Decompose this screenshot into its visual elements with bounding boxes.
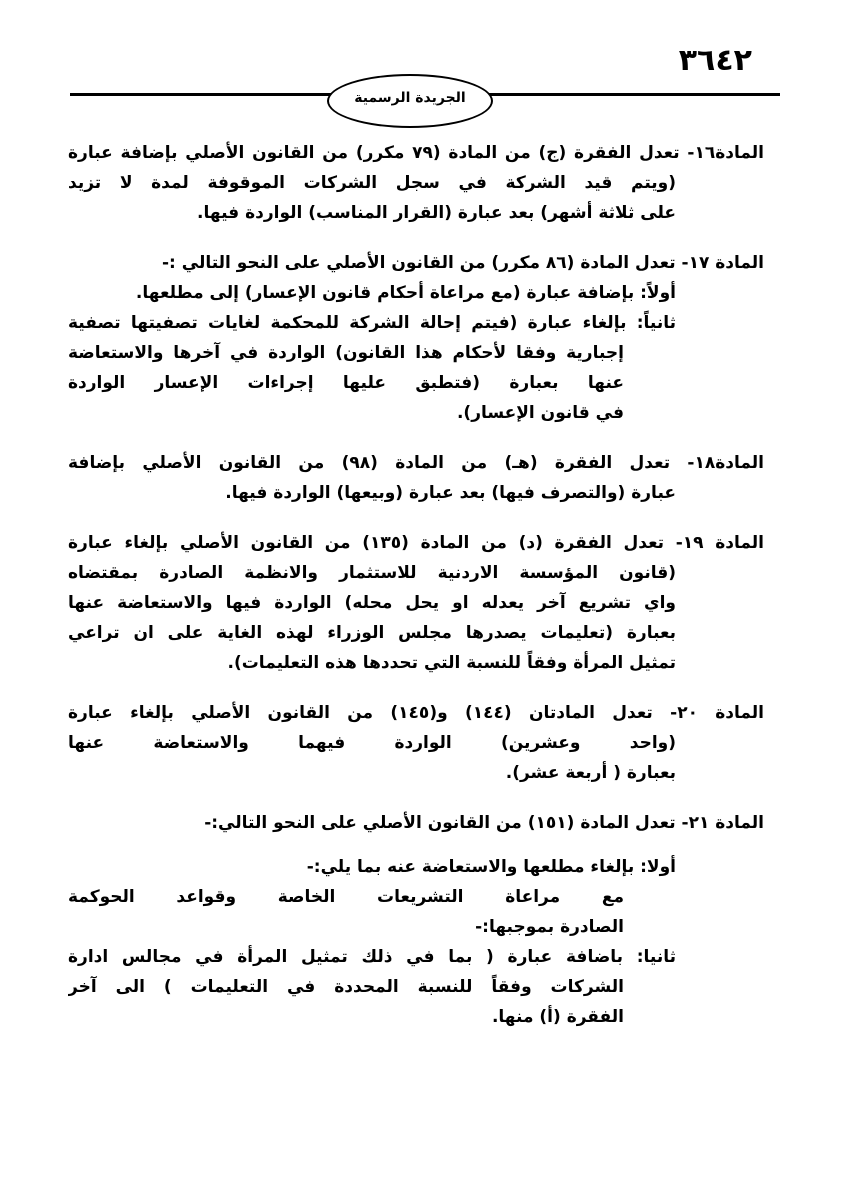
text-line: (ويتم قيد الشركة في سجل الشركات الموقوفة لمدة لا تزيد [68, 173, 676, 193]
text-line: الفقرة (أ) منها. [491, 1007, 624, 1027]
text-line: (قانون المؤسسة الاردنية للاستثمار والانظمة الصادرة بمقتضاه [68, 563, 676, 583]
text-line: الشركات وفقاً للنسبة المحددة في التعليمات ) الى آخر [68, 977, 624, 997]
text-line: المادة ١٩- تعدل الفقرة (د) من المادة (١٣٥) من القانون الأصلي بإلغاء عبارة [68, 533, 764, 553]
article-21 [68, 808, 764, 1032]
text-line: عبارة (والتصرف فيها) بعد عبارة (وبيعها) الواردة فيها. [225, 483, 676, 503]
text-line: في قانون الإعسار). [456, 403, 624, 423]
text-line: المادة ٢٠- تعدل المادتان (١٤٤) و(١٤٥) من القانون الأصلي بإلغاء عبارة [68, 703, 764, 723]
text-line: إجبارية وفقا لأحكام هذا القانون) الواردة في آخرها والاستعاضة [68, 343, 624, 363]
text-line: واي تشريع آخر يعدله او يحل محله) الواردة فيها والاستعاضة عنها [68, 593, 676, 613]
text-line: تمثيل المرأة وفقاً للنسبة التي تحددها هذه التعليمات). [227, 653, 676, 673]
text-line: بعبارة (تعليمات يصدرها مجلس الوزراء لهذه الغاية على ان تراعي [68, 623, 676, 643]
text-line: المادة١٨- تعدل الفقرة (هـ) من المادة (٩٨) من القانون الأصلي بإضافة [68, 453, 764, 473]
document-body [68, 138, 764, 1052]
text-line: المادة١٦- تعدل الفقرة (ج) من المادة (٧٩ مكرر) من القانون الأصلي بإضافة عبارة [68, 143, 764, 163]
text-line: عنها بعبارة (فتطبق عليها إجراءات الإعسار الواردة [68, 373, 624, 393]
text-line: ثانيا: باضافة عبارة ( بما في ذلك تمثيل المرأة في مجالس ادارة [68, 947, 676, 967]
text-line: مع مراعاة التشريعات الخاصة وقواعد الحوكمة [68, 887, 624, 907]
gazette-title: الجريدة الرسمية [354, 90, 466, 106]
text-line: ثانياً: بإلغاء عبارة (فيتم إحالة الشركة للمحكمة لغايات تصفيتها تصفية [68, 313, 676, 333]
article-19 [68, 528, 764, 678]
article-18 [68, 448, 764, 508]
text-line: بعبارة ( أربعة عشر). [505, 763, 676, 783]
article-17 [68, 248, 764, 428]
page-number: ٣٦٤٢ [678, 43, 752, 78]
text-line: الصادرة بموجبها:- [475, 917, 624, 937]
header-oval [327, 74, 493, 128]
text-line: أولاً: بإضافة عبارة (مع مراعاة أحكام قانون الإعسار) إلى مطلعها. [135, 283, 676, 303]
text-line: المادة ١٧- تعدل المادة (٨٦ مكرر) من القانون الأصلي على النحو التالي :- [161, 253, 764, 273]
article-16 [68, 138, 764, 228]
text-line: المادة ٢١- تعدل المادة (١٥١) من القانون الأصلي على النحو التالي:- [204, 813, 764, 833]
text-line: على ثلاثة أشهر) بعد عبارة (القرار المناسب) الواردة فيها. [197, 203, 676, 223]
article-20 [68, 698, 764, 788]
text-line: (واحد وعشرين) الواردة فيهما والاستعاضة عنها [68, 733, 676, 753]
text-line: أولا: بإلغاء مطلعها والاستعاضة عنه بما يلي:- [306, 857, 676, 877]
